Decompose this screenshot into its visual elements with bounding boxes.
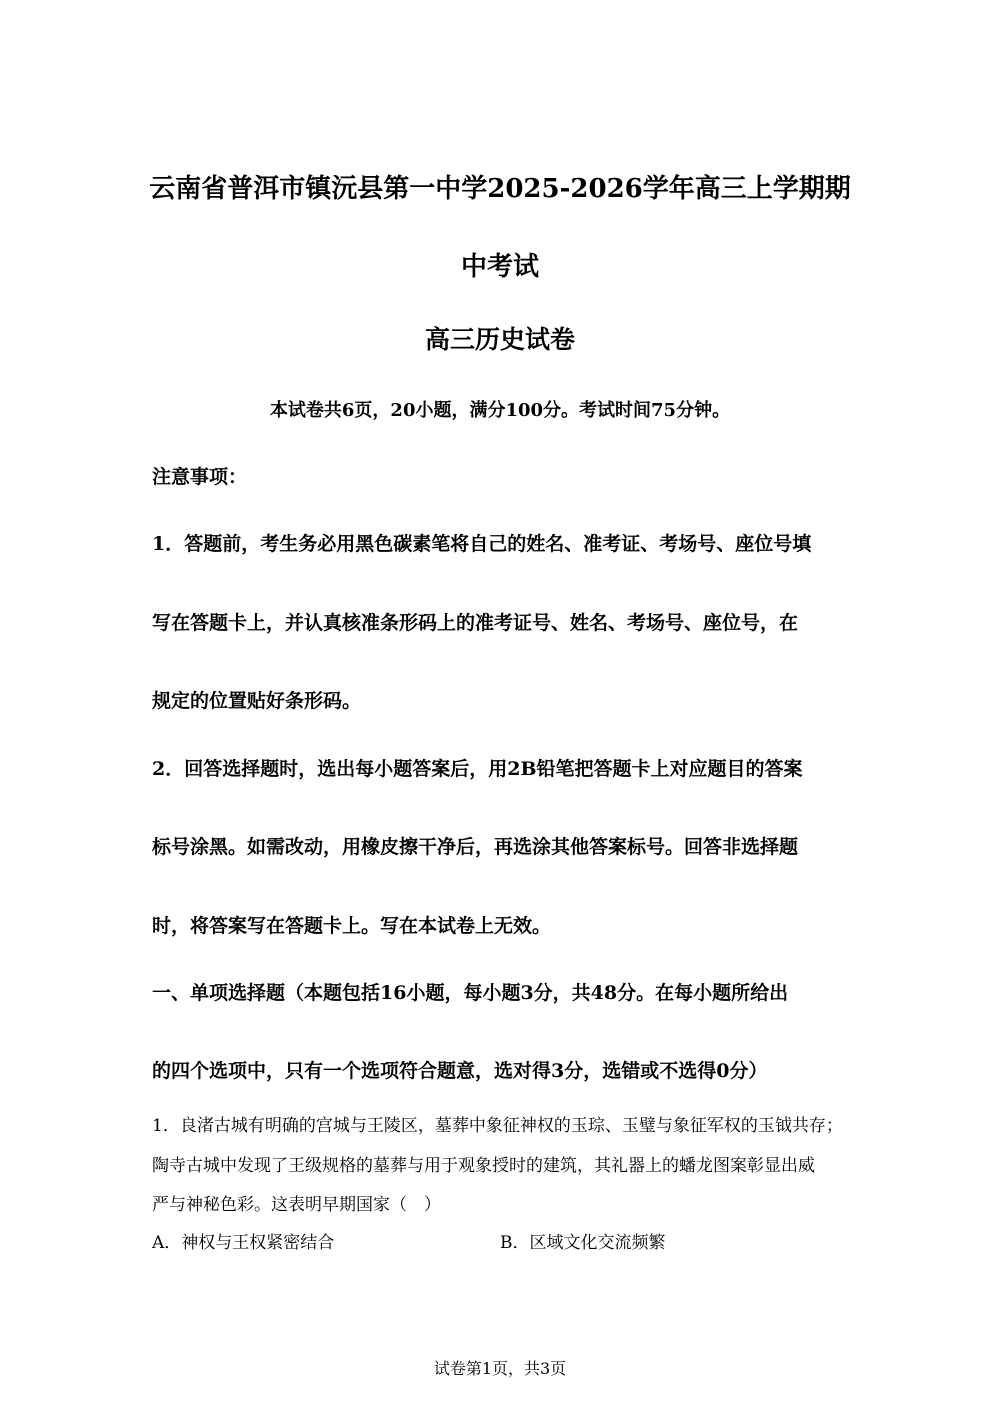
notes-line: 1．答题前，考生务必用黑色碳素笔将自己的姓名、准考证、考场号、座位号填: [152, 533, 812, 555]
notes-line: 2．回答选择题时，选出每小题答案后，用2B铅笔把答题卡上对应题目的答案: [152, 758, 803, 780]
notes-line: 标号涂黑。如需改动，用橡皮擦干净后，再选涂其他答案标号。回答非选择题: [152, 836, 799, 858]
notes-line: 时，将答案写在答题卡上。写在本试卷上无效。: [152, 915, 552, 937]
question-stem-line: 1．良渚古城有明确的宫城与王陵区，墓葬中象征神权的玉琮、玉璧与象征军权的玉钺共存；: [152, 1116, 843, 1136]
question-stem-line: 陶寺古城中发现了王级规格的墓葬与用于观象授时的建筑，其礼器上的蟠龙图案彰显出威: [152, 1156, 815, 1176]
exam-title-line-1: 云南省普洱市镇沅县第一中学2025-2026学年高三上学期期: [149, 174, 851, 204]
notes-line: 写在答题卡上，并认真核准条形码上的准考证号、姓名、考场号、座位号，在: [152, 612, 799, 634]
notes-line: 规定的位置贴好条形码。: [152, 690, 362, 712]
section-heading-line: 的四个选项中，只有一个选项符合题意，选对得3分，选错或不选得0分）: [152, 1060, 768, 1082]
question-stem-line: 严与神秘色彩。这表明早期国家（ ）: [152, 1195, 441, 1215]
option-a: A．神权与王权紧密结合: [152, 1233, 335, 1253]
exam-subtitle: 高三历史试卷: [424, 325, 575, 354]
notes-heading: 注意事项：: [152, 466, 248, 488]
page-footer: 试卷第1页，共3页: [433, 1359, 567, 1378]
exam-title-line-2: 中考试: [460, 252, 539, 282]
option-b: B．区域文化交流频繁: [500, 1233, 666, 1253]
section-heading-line: 一、单项选择题（本题包括16小题，每小题3分，共48分。在每小题所给出: [152, 982, 789, 1004]
exam-info: 本试卷共6页，20小题，满分100分。考试时间75分钟。: [269, 400, 731, 421]
